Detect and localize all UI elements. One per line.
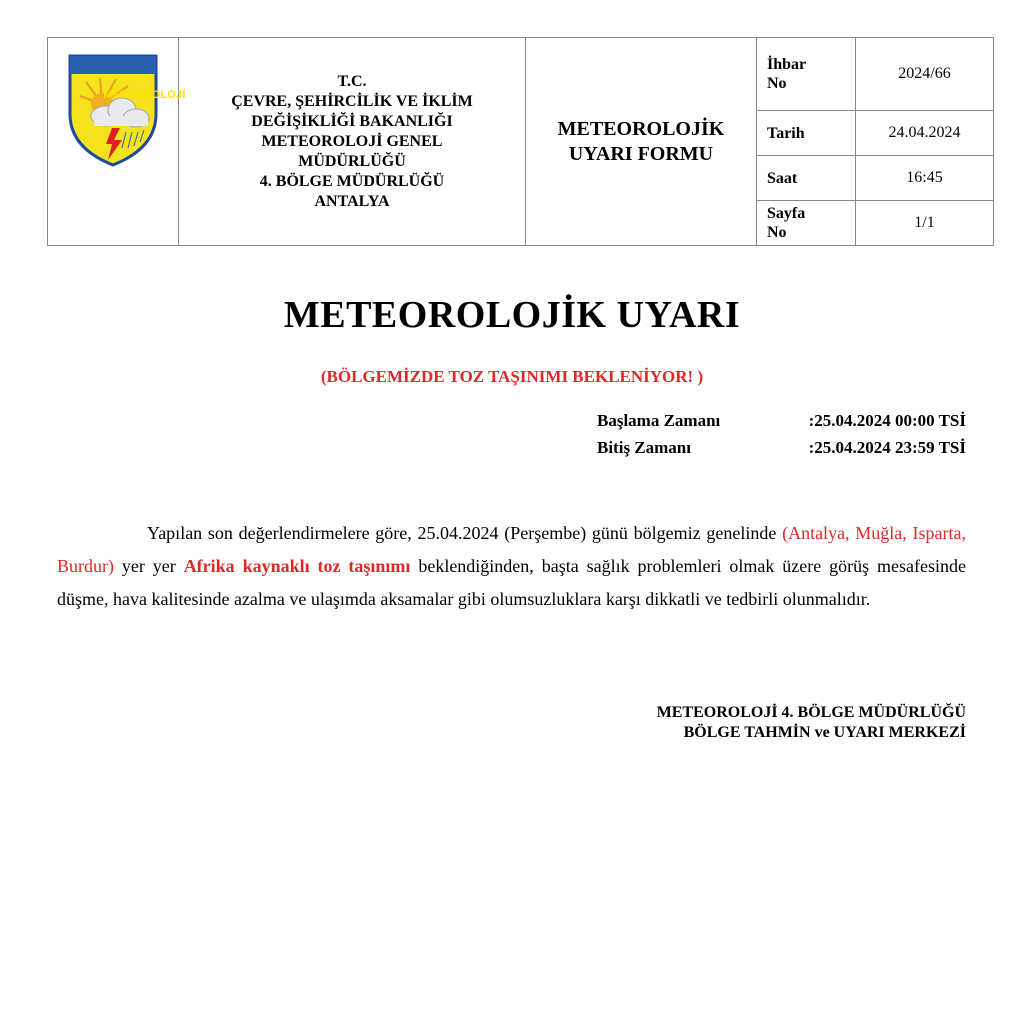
field-label-line: Saat <box>767 169 798 187</box>
start-time-value: :25.04.2024 00:00 TSİ <box>808 411 966 430</box>
field-value-sayfa: 1/1 <box>856 201 994 246</box>
org-line: MÜDÜRLÜĞÜ <box>298 152 406 170</box>
org-line: DEĞİŞİKLİĞİ BAKANLIĞI <box>251 112 453 130</box>
form-title <box>526 38 757 246</box>
field-label-line: No <box>767 75 787 92</box>
signature-block <box>657 703 966 743</box>
field-value-ihbar: 2024/66 <box>856 38 994 111</box>
field-label-line: Sayfa <box>767 205 806 222</box>
end-time-label: Bitiş Zamanı <box>597 438 691 457</box>
field-label-line: No <box>767 224 787 241</box>
end-time-value: :25.04.2024 23:59 TSİ <box>808 438 966 457</box>
org-line: METEOROLOJİ GENEL <box>261 132 443 150</box>
body-text-part: yer yer <box>114 556 184 576</box>
org-line: ANTALYA <box>314 192 390 210</box>
org-line: 4. BÖLGE MÜDÜRLÜĞÜ <box>259 172 445 190</box>
signature-line: METEOROLOJİ 4. BÖLGE MÜDÜRLÜĞÜ <box>656 704 966 721</box>
field-label-saat <box>757 156 856 201</box>
field-label-line: Tarih <box>767 124 805 142</box>
meteoroloji-logo-icon <box>66 52 160 168</box>
warning-subtitle: (BÖLGEMİZDE TOZ TAŞINIMI BEKLENİYOR! ) <box>320 367 704 386</box>
field-label-ihbar <box>757 38 856 111</box>
org-line: T.C. <box>337 72 367 90</box>
form-title-line: METEOROLOJİK <box>557 117 725 140</box>
start-time-label: Başlama Zamanı <box>597 411 721 430</box>
warning-body <box>57 517 966 616</box>
hazard-highlight: Afrika kaynaklı toz taşınımı <box>183 556 411 576</box>
header-table <box>47 37 994 246</box>
field-label-tarih <box>757 111 856 156</box>
field-value-tarih: 24.04.2024 <box>856 111 994 156</box>
form-title-line: UYARI FORMU <box>568 142 714 165</box>
signature-line: BÖLGE TAHMİN ve UYARI MERKEZİ <box>683 724 966 741</box>
org-line: ÇEVRE, ŞEHİRCİLİK VE İKLİM <box>231 92 473 110</box>
logo-cell <box>48 38 186 246</box>
logo-text: METEOROLOJİ <box>103 88 186 101</box>
field-label-sayfa <box>757 201 856 246</box>
organization-block <box>179 38 526 246</box>
affected-regions: (Antalya, Muğla, Isparta, Burdur) <box>57 523 966 576</box>
body-text-part: Yapılan son değerlendirmelere göre, 25.04.2024 (Perşembe) günü bölgemiz genelinde <box>147 523 783 543</box>
field-value-saat: 16:45 <box>856 156 994 201</box>
field-label-line: İhbar <box>767 56 807 73</box>
body-text-part: beklendiğinden, başta sağlık problemleri olmak üzere görüş mesafesinde düşme, hava kalitesinde azalma ve ulaşımda aksamalar gibi olumsuzluklara karşı dikkatli ve tedbirli olunmalıdır. <box>57 556 966 609</box>
page-title: METEOROLOJİK UYARI <box>283 294 741 336</box>
